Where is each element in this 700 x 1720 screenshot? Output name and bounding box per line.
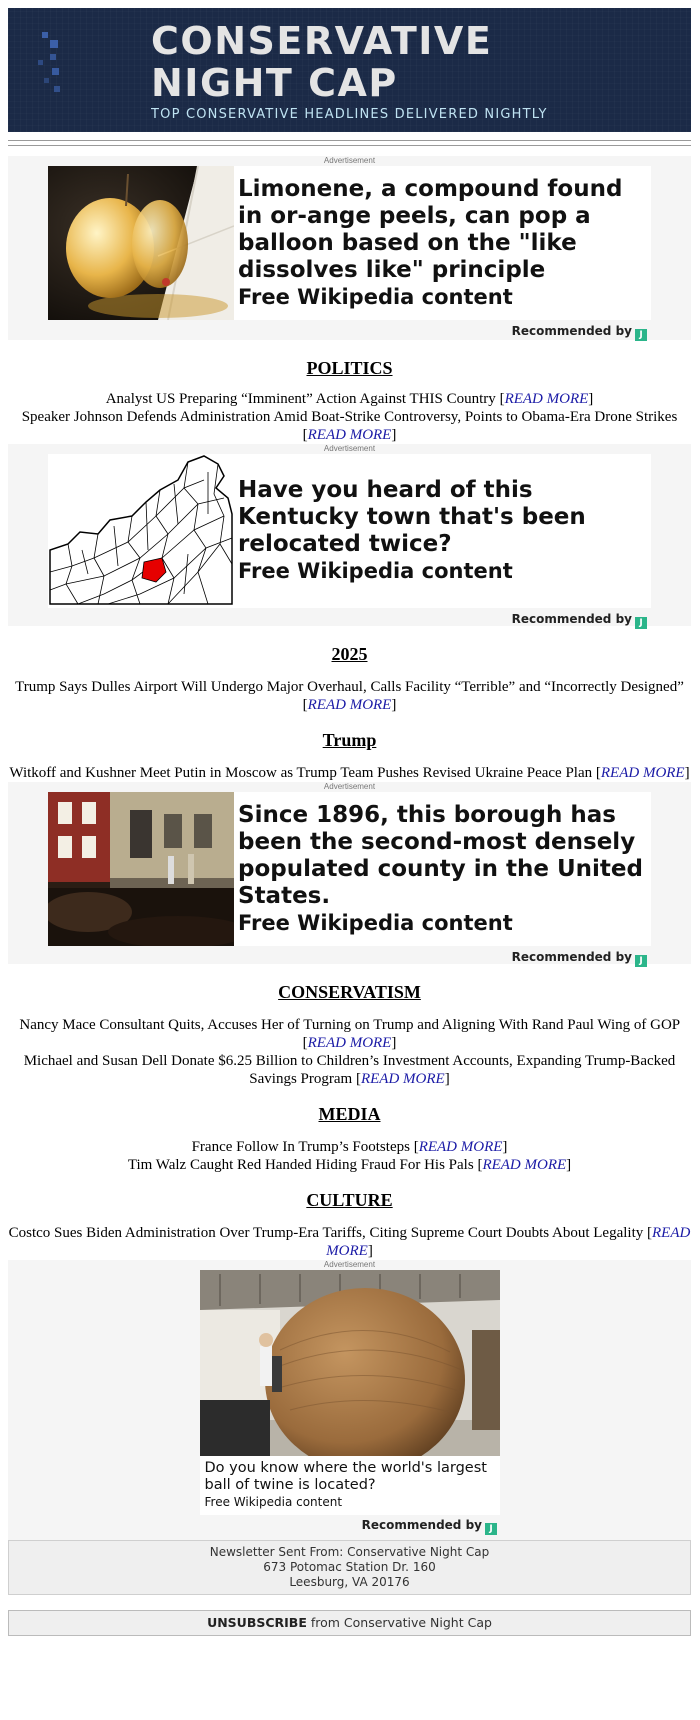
ad-image-balloon: [48, 166, 234, 320]
ad-block: [8, 156, 691, 340]
ad-card-vertical[interactable]: [200, 1270, 500, 1515]
section-title-conservatism: CONSERVATISM: [278, 982, 421, 1002]
ad-headline[interactable]: Do you know where the world's largest ball of twine is located? Free Wikipedia content: [200, 1456, 500, 1515]
brand-title-line1: CONSERVATIVE: [151, 19, 493, 63]
ad-label: Advertisement: [323, 156, 376, 165]
section-title-politics: POLITICS: [306, 358, 393, 378]
ad-block: [8, 1260, 691, 1540]
ad-headline[interactable]: Since 1896, this borough has been the second-most densely populated county in the United States. Free Wikipedia content: [234, 802, 651, 937]
ad-label: Advertisement: [323, 1260, 376, 1269]
recommended-by[interactable]: Recommended by J: [8, 608, 691, 630]
read-more-link[interactable]: READ MORE: [307, 697, 392, 713]
ad-source: Free Wikipedia content: [238, 910, 513, 935]
recommended-by[interactable]: Recommended by J: [8, 1515, 691, 1535]
recommended-by[interactable]: Recommended by J: [8, 946, 691, 968]
ad-source: Free Wikipedia content: [204, 1495, 343, 1509]
headline-item: Nancy Mace Consultant Quits, Accuses Her of Turning on Trump and Aligning With Rand Paul Wing of GOP [READ MORE]: [19, 1017, 680, 1051]
headline-item: Costco Sues Biden Administration Over Trump-Era Tariffs, Citing Supreme Court Doubts About Legality [READ MORE]: [8, 1225, 691, 1259]
jeeng-badge-icon: J: [635, 329, 647, 341]
pixel-logo-icon: [42, 32, 48, 38]
footer-address-line1: 673 Potomac Station Dr. 160: [263, 1560, 436, 1574]
newsletter-footer: [8, 1540, 691, 1595]
section-list-trump: [8, 764, 691, 782]
read-more-link[interactable]: READ MORE: [482, 1157, 567, 1173]
section-title-trump: Trump: [322, 730, 377, 750]
recommended-by[interactable]: Recommended by J: [8, 320, 691, 342]
read-more-link[interactable]: READ MORE: [326, 1225, 691, 1259]
footer-address-line2: Leesburg, VA 20176: [289, 1575, 410, 1589]
ad-card[interactable]: [48, 792, 651, 946]
ad-headline[interactable]: Limonene, a compound found in or-ange peels, can pop a balloon based on the "like dissolves like" principle Free Wikipedia content: [234, 176, 651, 311]
jeeng-badge-icon: J: [635, 955, 647, 967]
ad-block: [8, 782, 691, 964]
section-title-2025: 2025: [331, 644, 368, 664]
ad-image-street: [48, 792, 234, 946]
read-more-link[interactable]: READ MORE: [360, 1071, 445, 1087]
ad-label: Advertisement: [323, 444, 376, 453]
jeeng-badge-icon: J: [485, 1523, 497, 1535]
section-title-media: MEDIA: [318, 1104, 381, 1124]
read-more-link[interactable]: READ MORE: [504, 391, 589, 407]
headline-item: Trump Says Dulles Airport Will Undergo Major Overhaul, Calls Facility “Terrible” and “Incorrectly Designed” [READ MORE]: [15, 679, 684, 713]
section-list-conservatism: [8, 1016, 691, 1088]
ad-image-kentucky-map: [48, 454, 234, 608]
headline-item: Witkoff and Kushner Meet Putin in Moscow as Trump Team Pushes Revised Ukraine Peace Plan [READ MORE]: [9, 765, 690, 781]
newsletter: [8, 8, 691, 1636]
unsubscribe-link[interactable]: UNSUBSCRIBE from Conservative Night Cap: [8, 1610, 691, 1636]
ad-card[interactable]: [48, 454, 651, 608]
read-more-link[interactable]: READ MORE: [418, 1139, 503, 1155]
ad-headline[interactable]: Have you heard of this Kentucky town that's been relocated twice? Free Wikipedia content: [234, 477, 651, 585]
ad-source: Free Wikipedia content: [238, 559, 513, 583]
ad-source: Free Wikipedia content: [238, 284, 513, 309]
read-more-link[interactable]: READ MORE: [307, 427, 392, 443]
ad-label: Advertisement: [323, 782, 376, 791]
section-title-culture: CULTURE: [306, 1190, 393, 1210]
header-banner[interactable]: [8, 8, 691, 132]
brand-title-line2: NIGHT CAP: [151, 61, 398, 105]
ad-card[interactable]: [48, 166, 651, 320]
headline-item: Michael and Susan Dell Donate $6.25 Billion to Children’s Investment Accounts, Expanding Trump-Backed Savings Program [READ MORE]: [23, 1053, 676, 1087]
section-list-politics: [8, 390, 691, 444]
headline-item: Analyst US Preparing “Imminent” Action Against THIS Country [READ MORE]: [105, 391, 594, 407]
ad-block: [8, 444, 691, 626]
headline-item: Tim Walz Caught Red Handed Hiding Fraud For His Pals [READ MORE]: [127, 1157, 572, 1173]
headline-item: France Follow In Trump’s Footsteps [READ MORE]: [191, 1139, 508, 1155]
headline-item: Speaker Johnson Defends Administration Amid Boat-Strike Controversy, Points to Obama-Era Drone Strikes [READ MORE]: [21, 409, 678, 443]
jeeng-badge-icon: J: [635, 617, 647, 629]
read-more-link[interactable]: READ MORE: [600, 765, 685, 781]
section-list-media: [8, 1138, 691, 1174]
brand-tagline: TOP CONSERVATIVE HEADLINES DELIVERED NIGHTLY: [151, 107, 548, 122]
ad-image-twine-ball: [200, 1270, 500, 1456]
section-list-2025: [8, 678, 691, 714]
section-list-culture: [8, 1224, 691, 1260]
footer-sender: Newsletter Sent From: Conservative Night Cap: [209, 1545, 490, 1559]
read-more-link[interactable]: READ MORE: [307, 1035, 392, 1051]
